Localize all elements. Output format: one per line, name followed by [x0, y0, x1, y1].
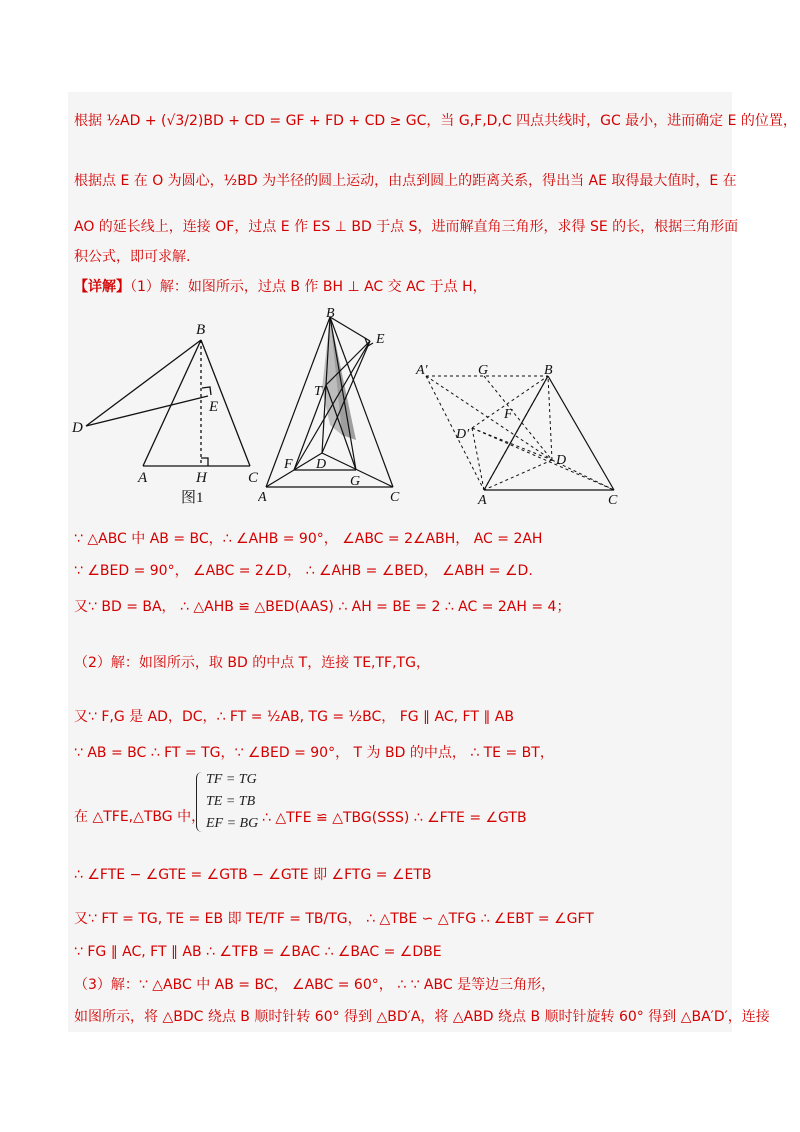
solution-line-11: ∵ AB = BC ∴ FT = TG，∵ ∠BED = 90°， T 为 BD 的中点， ∴ TE = BT， [74, 745, 554, 761]
detail-text: （1）解：如图所示，过点 B 作 BH ⊥ AC 交 AC 于点 H， [130, 279, 487, 295]
equation-system-row-1: TF = TG [206, 772, 257, 787]
solution-line-5 [74, 276, 487, 296]
fig1-label-c: C [248, 470, 258, 486]
fig1-segment-bd [86, 340, 201, 426]
fig2-label-d: D [316, 457, 327, 472]
solution-line-2: 根据点 E 在 O 为圆心，½BD 为半径的圆上运动，由点到圆上的距离关系，得出当 AE 取得最大值时，E 在 [74, 173, 737, 189]
solution-line-16: （3）解：∵ △ABC 中 AB = BC， ∠ABC = 60°， ∴ ∵ ABC 是等边三角形， [74, 977, 556, 993]
fig2-label-e: E [376, 332, 385, 347]
equation-system-row-2: TE = TB [206, 794, 256, 809]
solution-line-1: 根据 ½AD + (√3/2)BD + CD = GF + FD + CD ≥ GC，当 G,F,D,C 四点共线时，GC 最小，进而确定 E 的位置， [74, 113, 797, 129]
solution-line-8: 又∵ BD = BA， ∴ △AHB ≌ △BED(AAS) ∴ AH = BE = 2 ∴ AC = 2AH = 4； [74, 599, 571, 615]
fig2-label-c: C [390, 490, 400, 505]
fig3-segment-d1a [472, 428, 484, 490]
fig1-label-d: D [72, 420, 83, 436]
fig3-label-f: F [504, 407, 513, 422]
figure-2 [258, 305, 410, 505]
fig2-label-g: G [350, 474, 361, 489]
fig3-label-a: A [478, 493, 487, 506]
fig2-label-a: A [258, 490, 267, 505]
solution-line-9: （2）解：如图所示，取 BD 的中点 T，连接 TE,TF,TG， [74, 655, 430, 671]
fig3-label-d: D [556, 453, 567, 468]
solution-line-12a: 在 △TFE,△TBG 中， [74, 809, 206, 825]
fig3-label-g: G [478, 363, 489, 378]
fig3-segment-d1c [472, 428, 614, 490]
solution-line-13: ∴ ∠FTE − ∠GTE = ∠GTB − ∠GTE 即 ∠FTG = ∠ETB [74, 867, 432, 883]
solution-line-15: ∵ FG ∥ AC, FT ∥ AB ∴ ∠TFB = ∠BAC ∴ ∠BAC = ∠DBE [74, 944, 442, 960]
figure-1 [68, 318, 258, 508]
fig1-right-angle-e [202, 387, 211, 395]
fig3-segment-db [548, 376, 552, 460]
solution-line-6: ∵ △ABC 中 AB = BC，∴ ∠AHB = 90°， ∠ABC = 2∠ABH， AC = 2AH [74, 531, 543, 547]
fig1-caption: 图1 [181, 490, 204, 506]
fig2-label-b: B [326, 306, 335, 321]
fig3-label-b: B [544, 363, 553, 378]
figure-3 [412, 358, 622, 506]
solution-line-3: AO 的延长线上，连接 OF，过点 E 作 ES ⊥ BD 于点 S，进而解直角三角形，求得 SE 的长，根据三角形面 [74, 219, 739, 235]
solution-line-4: 积公式，即可求解. [74, 249, 191, 265]
fig1-label-b: B [196, 322, 206, 338]
solution-line-12b: ∴ △TFE ≌ △TBG(SSS) ∴ ∠FTE = ∠GTB [262, 810, 527, 826]
solution-line-7: ∵ ∠BED = 90°， ∠ABC = 2∠D， ∴ ∠AHB = ∠BED， ∠ABH = ∠D. [74, 563, 533, 579]
fig3-segment-a1a [426, 376, 484, 490]
solution-line-14: 又∵ FT = TG, TE = EB 即 TE/TF = TB/TG， ∴ △TBE ∽ △TFG ∴ ∠EBT = ∠GFT [74, 911, 594, 927]
fig1-label-a: A [138, 470, 148, 486]
fig3-segment-bc [548, 376, 614, 490]
equation-system-row-3: EF = BG [206, 816, 259, 831]
fig1-right-angle-h [201, 458, 208, 466]
fig3-segment-gd [484, 376, 552, 460]
fig1-label-h: H [196, 470, 207, 486]
fig2-segment-be [330, 317, 370, 341]
equation-system-brace [196, 772, 203, 832]
fig1-segment-ba [143, 340, 201, 466]
detail-tag: 【详解】 [74, 279, 130, 295]
solution-line-10: 又∵ F,G 是 AD，DC，∴ FT = ½AB, TG = ½BC， FG ∥ AC, FT ∥ AB [74, 709, 514, 725]
fig1-segment-de [86, 396, 208, 426]
fig3-label-c: C [608, 493, 618, 506]
fig1-label-e: E [209, 399, 219, 415]
fig2-label-t: T [314, 384, 322, 399]
fig3-label-a-prime: A′ [416, 363, 428, 378]
fig3-label-d-prime: D′ [456, 427, 470, 442]
fig3-segment-a1d [426, 376, 552, 460]
fig3-segment-da [484, 460, 552, 490]
solution-line-17: 如图所示，将 △BDC 绕点 B 顺时针转 60° 得到 △BD′A，将 △ABD 绕点 B 顺时针旋转 60° 得到 △BA′D′，连接 [74, 1009, 770, 1025]
fig2-label-f: F [284, 457, 293, 472]
